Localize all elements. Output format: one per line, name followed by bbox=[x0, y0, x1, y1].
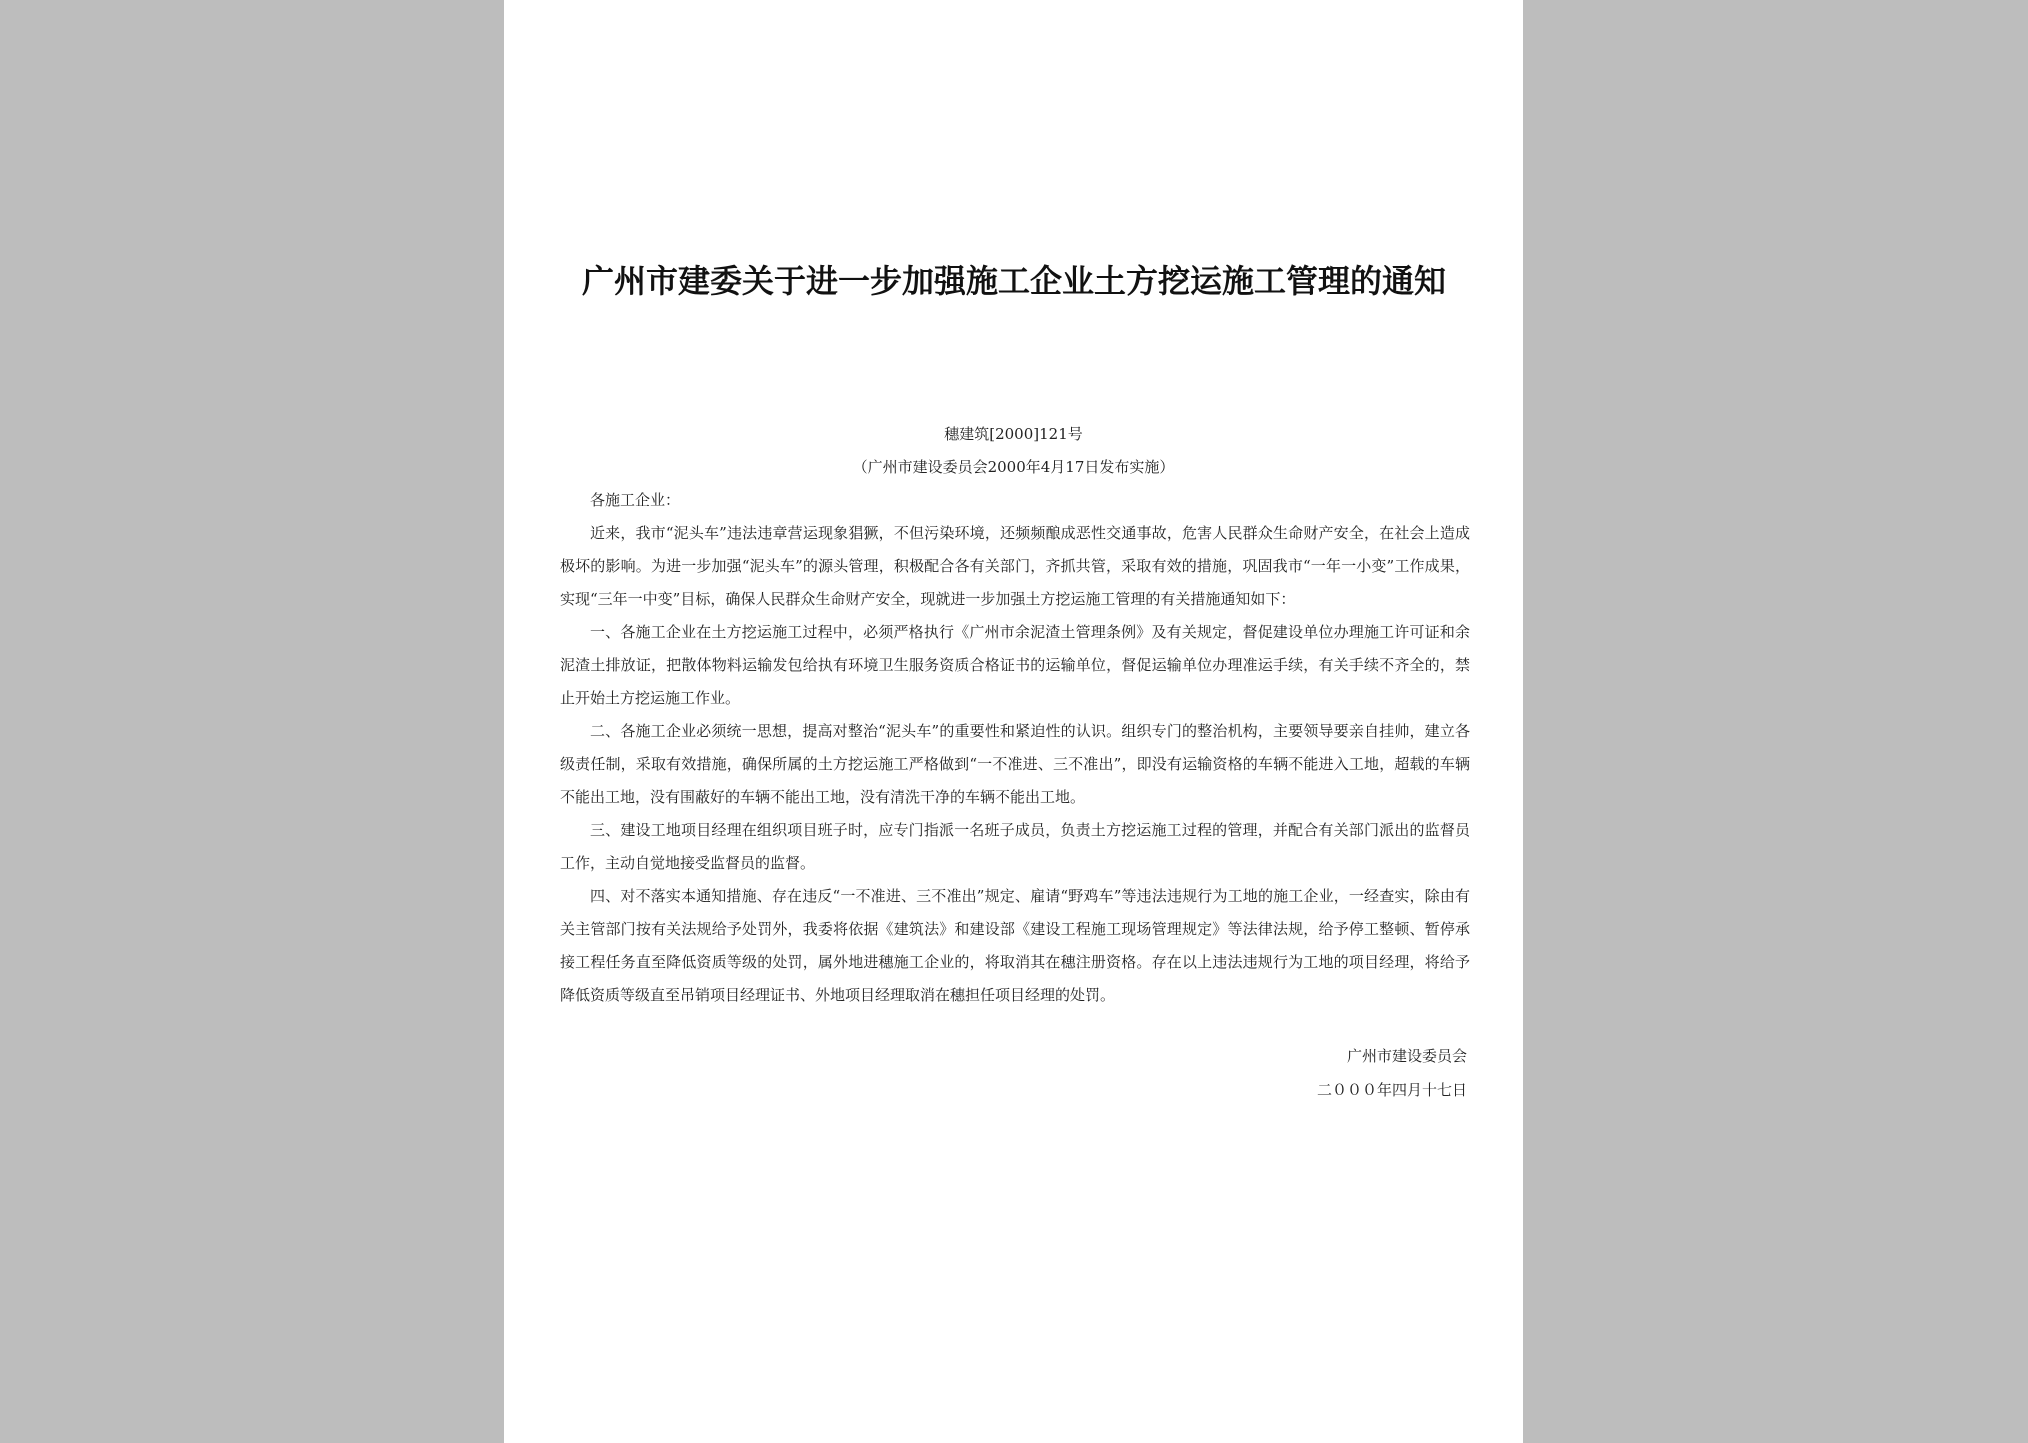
document-title: 广州市建委关于进一步加强施工企业土方挖运施工管理的通知 bbox=[581, 262, 1446, 300]
salutation: 各施工企业： bbox=[590, 491, 681, 509]
paragraph: 二、各施工企业必须统一思想，提高对整治“泥头车”的重要性和紧迫性的认识。组织专门的整治机构，主要领导要亲自挂帅，建立各级责任制，采取有效措施，确保所属的土方挖运施工严格做到“一不准进、三不准出”，即没有运输资格的车辆不能进入工地，超载的车辆不能出工地，没有围蔽好的车辆不能出工地，没有清洗干净的车辆不能出工地。 bbox=[560, 722, 1470, 806]
document-page bbox=[504, 0, 1523, 1443]
document-number: 穗建筑[2000]121号 bbox=[944, 425, 1083, 443]
document-body bbox=[560, 484, 1470, 1012]
signature-date: 二０００年四月十七日 bbox=[1316, 1081, 1467, 1099]
issuer-note: （广州市建设委员会2000年4月17日发布实施） bbox=[852, 458, 1175, 476]
signature-organization: 广州市建设委员会 bbox=[1346, 1047, 1467, 1065]
paragraph: 一、各施工企业在土方挖运施工过程中，必须严格执行《广州市余泥渣土管理条例》及有关规定，督促建设单位办理施工许可证和余泥渣土排放证，把散体物料运输发包给执有环境卫生服务资质合格证书的运输单位，督促运输单位办理准运手续，有关手续不齐全的，禁止开始土方挖运施工作业。 bbox=[560, 623, 1470, 707]
paragraph: 四、对不落实本通知措施、存在违反“一不准进、三不准出”规定、雇请“野鸡车”等违法违规行为工地的施工企业，一经查实，除由有关主管部门按有关法规给予处罚外，我委将依据《建筑法》和建设部《建设工程施工现场管理规定》等法律法规，给予停工整顿、暂停承接工程任务直至降低资质等级的处罚，属外地进穗施工企业的，将取消其在穗注册资格。存在以上违法违规行为工地的项目经理，将给予降低资质等级直至吊销项目经理证书、外地项目经理取消在穗担任项目经理的处罚。 bbox=[560, 887, 1470, 1004]
paragraph: 近来，我市“泥头车”违法违章营运现象猖獗，不但污染环境，还频频酿成恶性交通事故，危害人民群众生命财产安全，在社会上造成极坏的影响。为进一步加强“泥头车”的源头管理，积极配合各有关部门，齐抓共管，采取有效的措施，巩固我市“一年一小变”工作成果，实现“三年一中变”目标，确保人民群众生命财产安全，现就进一步加强土方挖运施工管理的有关措施通知如下： bbox=[560, 524, 1470, 608]
paragraph: 三、建设工地项目经理在组织项目班子时，应专门指派一名班子成员，负责土方挖运施工过程的管理，并配合有关部门派出的监督员工作，主动自觉地接受监督员的监督。 bbox=[560, 821, 1470, 872]
